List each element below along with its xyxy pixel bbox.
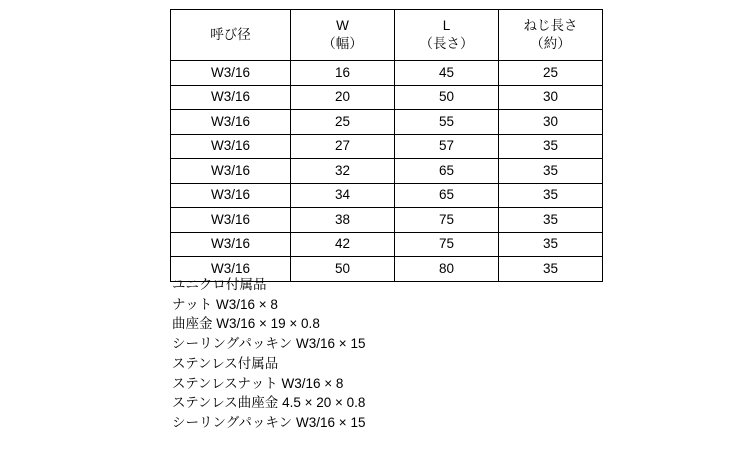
cell-length: 50 <box>395 85 499 110</box>
accessory-notes <box>172 275 365 433</box>
table-row <box>171 85 603 110</box>
table-row <box>171 159 603 184</box>
column-header-main-label: ねじ長さ <box>523 17 578 33</box>
cell-width: 32 <box>291 159 395 184</box>
cell-thread-length: 35 <box>499 257 603 282</box>
cell-width: 20 <box>291 85 395 110</box>
cell-width: 38 <box>291 208 395 233</box>
cell-nominal-diameter: W3/16 <box>171 85 291 110</box>
column-header-length <box>395 10 499 61</box>
note-line: ステンレスナット W3/16 × 8 <box>172 375 344 391</box>
column-header-sub-label: （幅） <box>322 36 363 51</box>
table-header-row <box>171 10 603 61</box>
cell-nominal-diameter: W3/16 <box>171 134 291 159</box>
cell-length: 65 <box>395 159 499 184</box>
column-header-sub-label: （約） <box>530 36 571 51</box>
cell-thread-length: 35 <box>499 183 603 208</box>
cell-nominal-diameter: W3/16 <box>171 232 291 257</box>
cell-thread-length: 35 <box>499 232 603 257</box>
cell-nominal-diameter: W3/16 <box>171 159 291 184</box>
cell-length: 57 <box>395 134 499 159</box>
cell-nominal-diameter: W3/16 <box>171 61 291 86</box>
note-line: ユニクロ付属品 <box>172 277 267 292</box>
column-header-main-label: L <box>442 17 451 33</box>
cell-width: 25 <box>291 110 395 135</box>
cell-thread-length: 30 <box>499 110 603 135</box>
cell-length: 55 <box>395 110 499 135</box>
table-row <box>171 110 603 135</box>
specification-table <box>170 9 603 282</box>
column-header-main-label: 呼び径 <box>210 26 251 42</box>
cell-length: 75 <box>395 208 499 233</box>
cell-nominal-diameter: W3/16 <box>171 257 291 282</box>
note-line: 曲座金 W3/16 × 19 × 0.8 <box>172 316 320 332</box>
column-header-thread-length <box>499 10 603 61</box>
table-row <box>171 232 603 257</box>
cell-thread-length: 35 <box>499 159 603 184</box>
cell-thread-length: 25 <box>499 61 603 86</box>
cell-thread-length: 35 <box>499 134 603 159</box>
cell-length: 65 <box>395 183 499 208</box>
cell-nominal-diameter: W3/16 <box>171 208 291 233</box>
note-line: シーリングパッキン W3/16 × 15 <box>172 336 366 352</box>
cell-thread-length: 35 <box>499 208 603 233</box>
cell-width: 50 <box>291 257 395 282</box>
cell-width: 42 <box>291 232 395 257</box>
cell-nominal-diameter: W3/16 <box>171 183 291 208</box>
cell-width: 34 <box>291 183 395 208</box>
note-line: ナット W3/16 × 8 <box>172 296 278 312</box>
table-header <box>171 10 603 61</box>
note-line: ステンレス付属品 <box>172 355 279 371</box>
cell-length: 80 <box>395 257 499 282</box>
column-header-nominal-diameter <box>171 10 291 61</box>
cell-length: 45 <box>395 61 499 86</box>
cell-nominal-diameter: W3/16 <box>171 110 291 135</box>
column-header-sub-label: （長さ） <box>419 36 474 51</box>
note-line: ステンレス曲座金 4.5 × 20 × 0.8 <box>172 395 366 411</box>
table-row <box>171 183 603 208</box>
cell-length: 75 <box>395 232 499 257</box>
table-body <box>171 61 603 282</box>
table-row <box>171 61 603 86</box>
cell-width: 16 <box>291 61 395 86</box>
cell-thread-length: 30 <box>499 85 603 110</box>
column-header-width <box>291 10 395 61</box>
table-row <box>171 134 603 159</box>
table-row <box>171 208 603 233</box>
note-line: シーリングパッキン W3/16 × 15 <box>172 414 366 430</box>
cell-width: 27 <box>291 134 395 159</box>
column-header-main-label: W <box>336 17 349 33</box>
